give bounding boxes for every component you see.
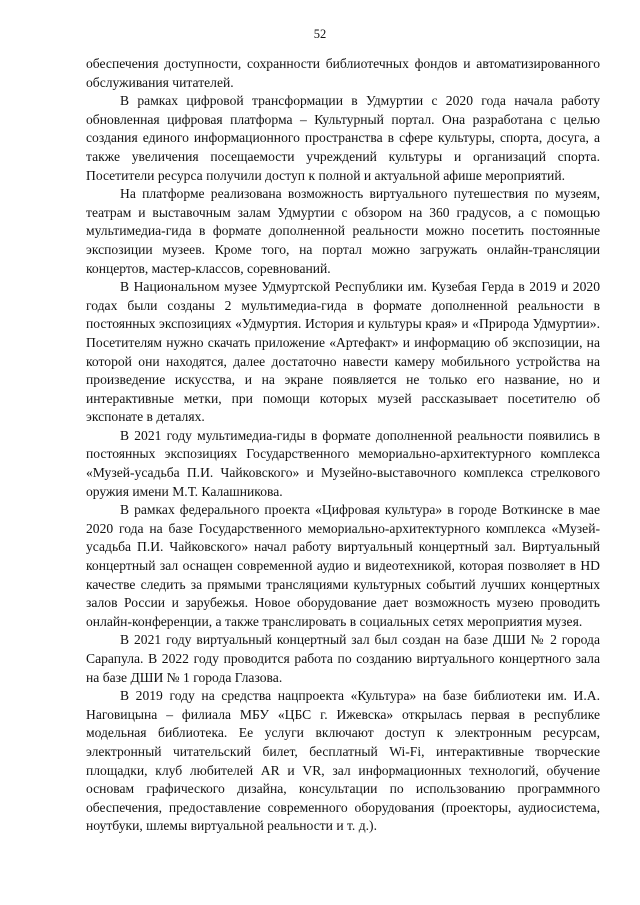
paragraph-continued: обеспечения доступности, сохранности библиотечных фондов и автоматизированного обслуживания читателей.: [86, 56, 600, 90]
paragraph-multimedia-guides-2021: В 2021 году мультимедиа-гиды в формате дополненной реальности появились в постоянных экспозициях Государственного мемориально-архитектурного комплекса «Музей-усадьба П.И. Чайковского» и Музейно-выставочного комплекса стрелкового оружия имени М.Т. Калашникова.: [86, 427, 600, 499]
page-number: 52: [313, 27, 327, 41]
paragraph-model-library: В 2019 году на средства нацпроекта «Культура» на базе библиотеки им. И.А. Наговицына – филиала МБУ «ЦБС г. Ижевска» открылась первая в республике модельная библиотека. Ее услуги включают доступ к электронным ресурсам, электронный читательский билет, бесплатный Wi-Fi, интерактивные творческие площадки, клуб любителей AR и VR, зал информационных технологий, обучение основам графического дизайна, консультации по использованию программного обеспечения, предоставление современного оборудования (проекторы, аудиосистема, ноутбуки, шлемы виртуальной реальности и т. д.).: [86, 688, 600, 834]
body-text: [86, 55, 600, 836]
paragraph-virtual-concert-hall: В рамках федерального проекта «Цифровая культура» в городе Воткинске в мае 2020 года на базе Государственного мемориально-архитектурного комплекса «Музей-усадьба П.И. Чайковского» начал работу виртуальный концертный зал. Виртуальный концертный зал оснащен современной аудио и видеотехникой, которая позволяет в HD качестве следить за прямыми трансляциями культурных событий лучших концертных залов России и зарубежья. Новое оборудование дает возможность музею проводить онлайн-конференции, а также транслировать в социальных сетях мероприятия музея.: [86, 502, 600, 629]
paragraph-cultural-portal: В рамках цифровой трансформации в Удмуртии с 2020 года начала работу обновленная цифровая платформа – Культурный портал. Она разработана с целью создания единого информационного пространства в сфере культуры, спорта, досуга, а также увеличения посещаемости учреждений культуры и организаций спорта. Посетители ресурса получили доступ к полной и актуальной афише мероприятий.: [86, 93, 600, 183]
paragraph-concert-hall-sarapul: В 2021 году виртуальный концертный зал был создан на базе ДШИ № 2 города Сарапула. В 2022 году проводится работа по созданию виртуального концертного зала на базе ДШИ № 1 города Глазова.: [86, 632, 600, 685]
paragraph-national-museum: В Национальном музее Удмуртской Республики им. Кузебая Герда в 2019 и 2020 годах были созданы 2 мультимедиа-гида в формате дополненной реальности в постоянных экспозициях «Удмуртия. История и культуры края» и «Природа Удмуртии». Посетителям нужно скачать приложение «Артефакт» и информацию об экспозиции, на которой они находятся, далее достаточно навести камеру мобильного устройства на произведение искусства, и на экране появляется не только его название, но и интерактивные метки, при помощи которых музей рассказывает посетителю об экспонате в деталях.: [86, 279, 600, 425]
paragraph-virtual-tours: На платформе реализована возможность виртуального путешествия по музеям, театрам и выставочным залам Удмуртии с обзором на 360 градусов, а с помощью мультимедиа-гида в формате дополненной реальности можно посетить постоянные экспозиции музеев. Кроме того, на портал можно загружать онлайн-трансляции концертов, мастер-классов, соревнований.: [86, 186, 600, 276]
